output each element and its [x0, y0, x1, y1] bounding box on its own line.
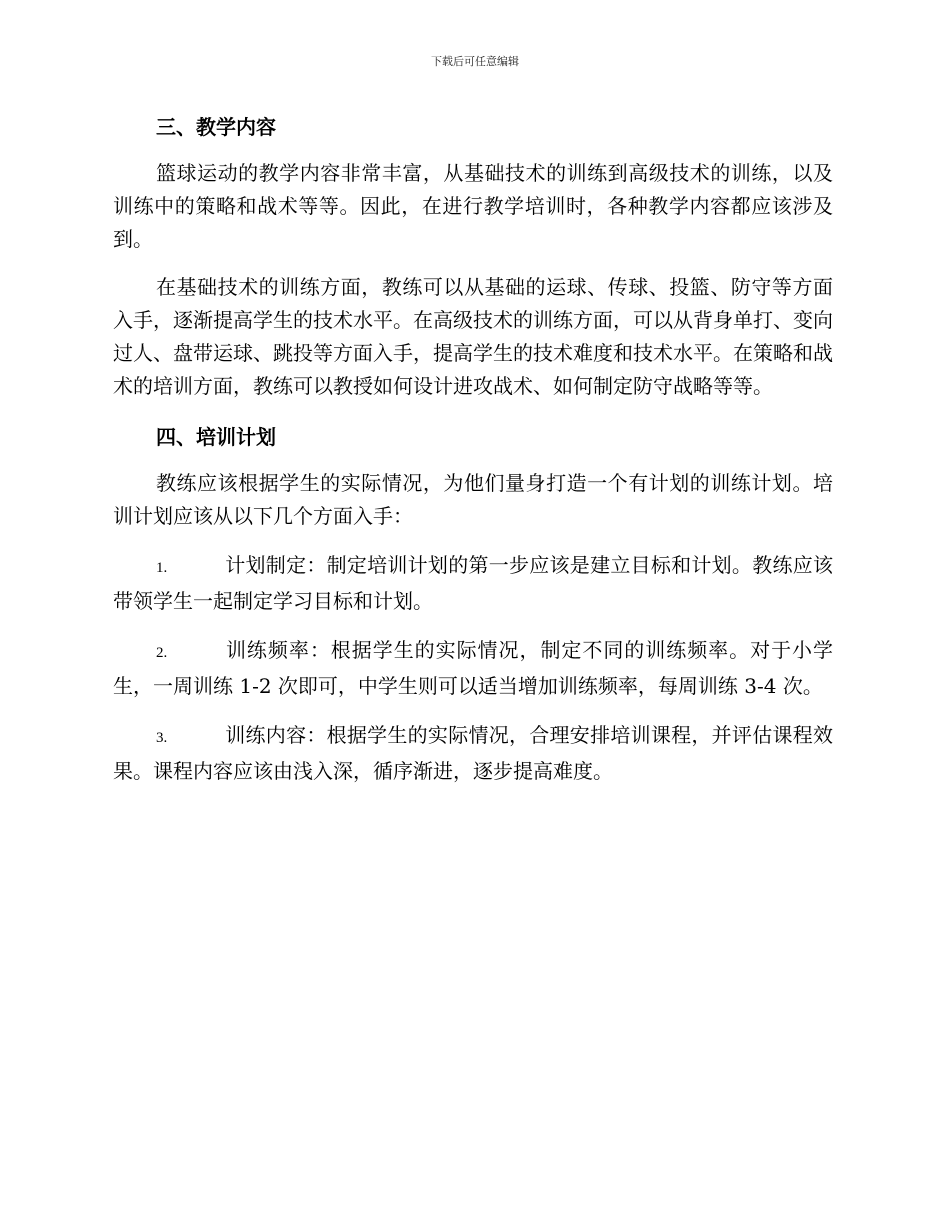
document-body	[113, 109, 833, 804]
paragraph: 教练应该根据学生的实际情况，为他们量身打造一个有计划的训练计划。培训计划应该从以下几个方面入手：	[113, 471, 833, 528]
paragraph: 篮球运动的教学内容非常丰富，从基础技术的训练到高级技术的训练，以及训练中的策略和战术等等。因此，在进行教学培训时，各种教学内容都应该涉及到。	[113, 161, 833, 251]
paragraph: 在基础技术的训练方面，教练可以从基础的运球、传球、投篮、防守等方面入手，逐渐提高学生的技术水平。在高级技术的训练方面，可以从背身单打、变向过人、盘带运球、跳投等方面入手，提高学生的技术难度和技术水平。在策略和战术的培训方面，教练可以教授如何设计进攻战术、如何制定防守战略等等。	[113, 275, 833, 398]
list-item-text: 训练内容：根据学生的实际情况，合理安排培训课程，并评估课程效果。课程内容应该由浅入深，循序渐进，逐步提高难度。	[113, 723, 833, 783]
section-heading-training-plan: 四、培训计划	[156, 425, 276, 449]
list-item-number: 3.	[156, 730, 168, 746]
list-item	[113, 549, 833, 618]
list-item	[113, 634, 833, 703]
list-item-number: 1.	[156, 560, 168, 576]
list-item	[113, 719, 833, 788]
list-item-text: 训练频率：根据学生的实际情况，制定不同的训练频率。对于小学生，一周训练 1-2 次即可，中学生则可以适当增加训练频率，每周训练 3-4 次。	[113, 638, 833, 698]
list-item-text: 计划制定：制定培训计划的第一步应该是建立目标和计划。教练应该带领学生一起制定学习目标和计划。	[113, 553, 833, 613]
section-heading-teaching-content: 三、教学内容	[156, 115, 276, 139]
page-header-note: 下载后可任意编辑	[431, 55, 519, 68]
list-item-number: 2.	[156, 645, 168, 661]
